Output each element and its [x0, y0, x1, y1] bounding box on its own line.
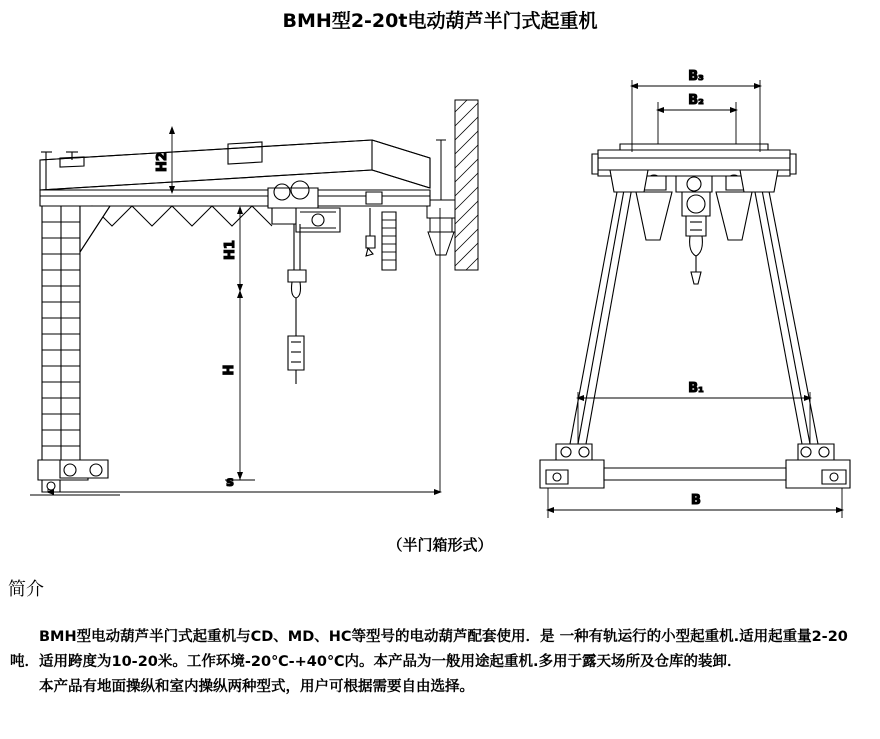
end-carriages [540, 444, 850, 488]
dimension-b2 [656, 102, 738, 144]
intro-paragraph-1: BMH型电动葫芦半门式起重机与CD、MD、HC等型号的电动葫芦配套使用．是 一种有轨运行的小型起重机.适用起重量2-20吨．适用跨度为10-20米。工作环境-20℃-+40℃内。本产品为一般用途起重机.多用于露天场所及仓库的装卸． [10, 629, 848, 670]
label-b1: B₁ [688, 381, 704, 396]
section-heading-intro: 简介 [8, 579, 44, 600]
intro-paragraph-2: 本产品有地面操纵和室内操纵两种型式，用户可根据需要自由选择。 [39, 679, 474, 695]
label-s: s [226, 475, 234, 490]
label-h: H [222, 364, 237, 376]
label-b3: B₃ [688, 69, 704, 84]
figure-caption: （半门箱形式） [387, 536, 493, 554]
intro-body [10, 625, 872, 700]
pendant-control [366, 208, 375, 256]
festoon-panel [382, 212, 396, 270]
dimension-b3 [630, 80, 762, 152]
left-end-carriage [30, 460, 120, 495]
crane-technical-drawing [0, 40, 880, 540]
wall-hatching [427, 100, 478, 270]
label-b2: B₂ [688, 93, 704, 108]
label-h2: H2 [155, 152, 170, 172]
girder-right-box [366, 192, 382, 204]
left-leg-ladder [42, 206, 110, 460]
dimension-h [225, 290, 255, 480]
label-b: B [691, 493, 701, 508]
hoist-trolley [268, 181, 340, 384]
label-h1: H1 [223, 240, 238, 260]
dimension-b1 [576, 392, 812, 444]
page-title: BMH型2-20t电动葫芦半门式起重机 [282, 10, 598, 32]
